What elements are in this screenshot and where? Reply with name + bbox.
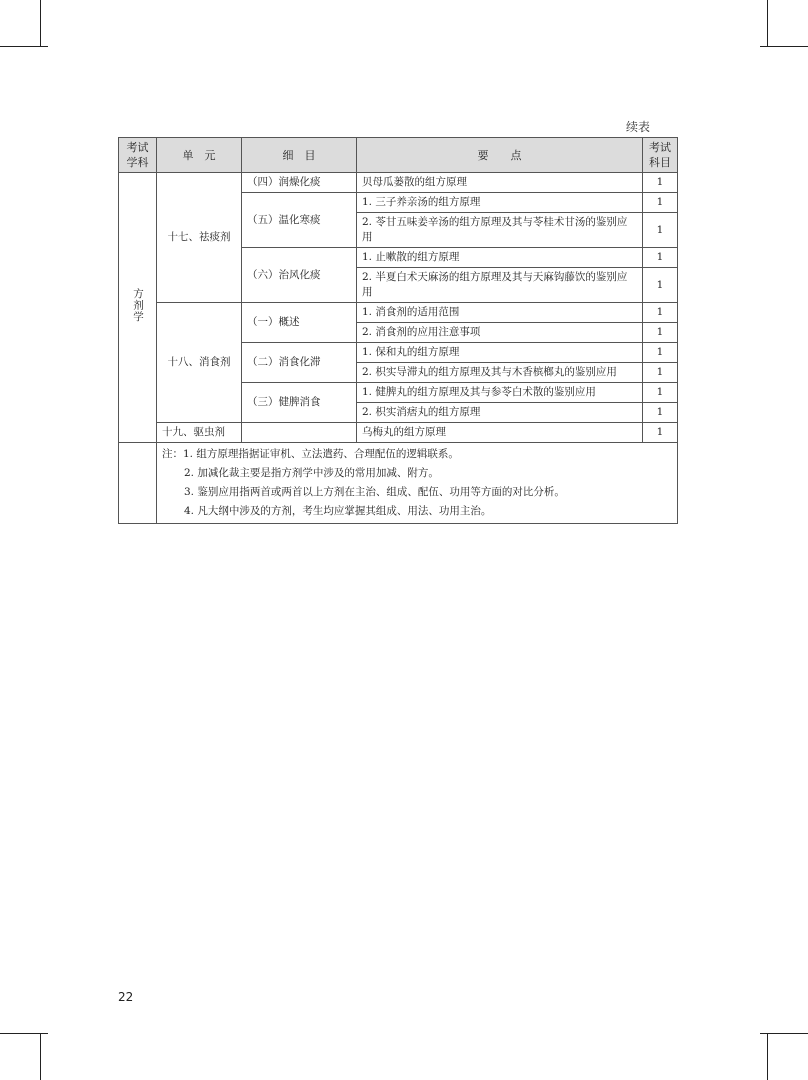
unit-cell: 十七、祛痰剂 [157, 173, 242, 303]
table-row [119, 173, 678, 193]
note-line: 注：1. 组方原理指据证审机、立法遣药、合理配伍的逻辑联系。 [162, 448, 459, 460]
subject-label: 方剂学 [132, 287, 144, 323]
crop-mark-br-v [767, 1033, 768, 1080]
note-line: 4. 凡大纲中涉及的方剂，考生均应掌握其组成、用法、功用主治。 [184, 505, 492, 517]
point-cell: 1. 健脾丸的组方原理及其与参苓白术散的鉴别应用 [357, 383, 643, 403]
page-number: 22 [118, 990, 134, 1004]
header-subject: 考试学科 [119, 138, 157, 173]
point-cell: 1. 消食剂的适用范围 [357, 303, 643, 323]
score-cell: 1 [643, 173, 678, 193]
syllabus-table [118, 137, 678, 524]
header-score: 考试科目 [643, 138, 678, 173]
point-cell: 1. 止嗽散的组方原理 [357, 248, 643, 268]
score-cell: 1 [643, 193, 678, 213]
table-row [119, 303, 678, 323]
header-detail: 细 目 [242, 138, 357, 173]
score-cell: 1 [643, 248, 678, 268]
crop-mark-br-h [760, 1033, 808, 1034]
score-cell: 1 [643, 303, 678, 323]
score-cell: 1 [643, 323, 678, 343]
point-cell: 2. 苓甘五味姜辛汤的组方原理及其与苓桂术甘汤的鉴别应用 [357, 213, 643, 248]
detail-cell: （五）温化寒痰 [242, 193, 357, 248]
point-cell: 2. 枳实消痞丸的组方原理 [357, 403, 643, 423]
detail-cell [242, 423, 357, 443]
point-cell: 2. 枳实导滞丸的组方原理及其与木香槟榔丸的鉴别应用 [357, 363, 643, 383]
subject-cell [119, 173, 157, 443]
notes-cell [157, 443, 678, 524]
crop-mark-tr-h [760, 46, 808, 47]
detail-cell: （一）概述 [242, 303, 357, 343]
note-line: 3. 鉴别应用指两首或两首以上方剂在主治、组成、配伍、功用等方面的对比分析。 [184, 486, 565, 498]
detail-cell: （六）治风化痰 [242, 248, 357, 303]
header-unit: 单 元 [157, 138, 242, 173]
point-cell: 2. 消食剂的应用注意事项 [357, 323, 643, 343]
table-header-row [119, 138, 678, 173]
continued-label: 续表 [626, 120, 651, 134]
score-cell: 1 [643, 403, 678, 423]
detail-cell: （三）健脾消食 [242, 383, 357, 423]
score-cell: 1 [643, 363, 678, 383]
header-point: 要 点 [357, 138, 643, 173]
score-cell: 1 [643, 423, 678, 443]
crop-mark-bl-h [0, 1033, 48, 1034]
crop-mark-bl-v [40, 1033, 41, 1080]
notes-row [119, 443, 678, 524]
score-cell: 1 [643, 268, 678, 303]
crop-mark-tl-v [40, 0, 41, 47]
point-cell: 1. 三子养亲汤的组方原理 [357, 193, 643, 213]
score-cell: 1 [643, 383, 678, 403]
crop-mark-tl-h [0, 46, 48, 47]
point-cell: 乌梅丸的组方原理 [357, 423, 643, 443]
point-cell: 贝母瓜蒌散的组方原理 [357, 173, 643, 193]
detail-cell: （二）消食化滞 [242, 343, 357, 383]
point-cell: 1. 保和丸的组方原理 [357, 343, 643, 363]
unit-cell: 十九、驱虫剂 [157, 423, 242, 443]
unit-cell: 十八、消食剂 [157, 303, 242, 423]
table-row [119, 423, 678, 443]
notes-spacer-cell [119, 443, 157, 524]
crop-mark-tr-v [767, 0, 768, 47]
score-cell: 1 [643, 343, 678, 363]
note-line: 2. 加减化裁主要是指方剂学中涉及的常用加减、附方。 [184, 467, 439, 479]
detail-cell: （四）润燥化痰 [242, 173, 357, 193]
score-cell: 1 [643, 213, 678, 248]
point-cell: 2. 半夏白术天麻汤的组方原理及其与天麻钩藤饮的鉴别应用 [357, 268, 643, 303]
